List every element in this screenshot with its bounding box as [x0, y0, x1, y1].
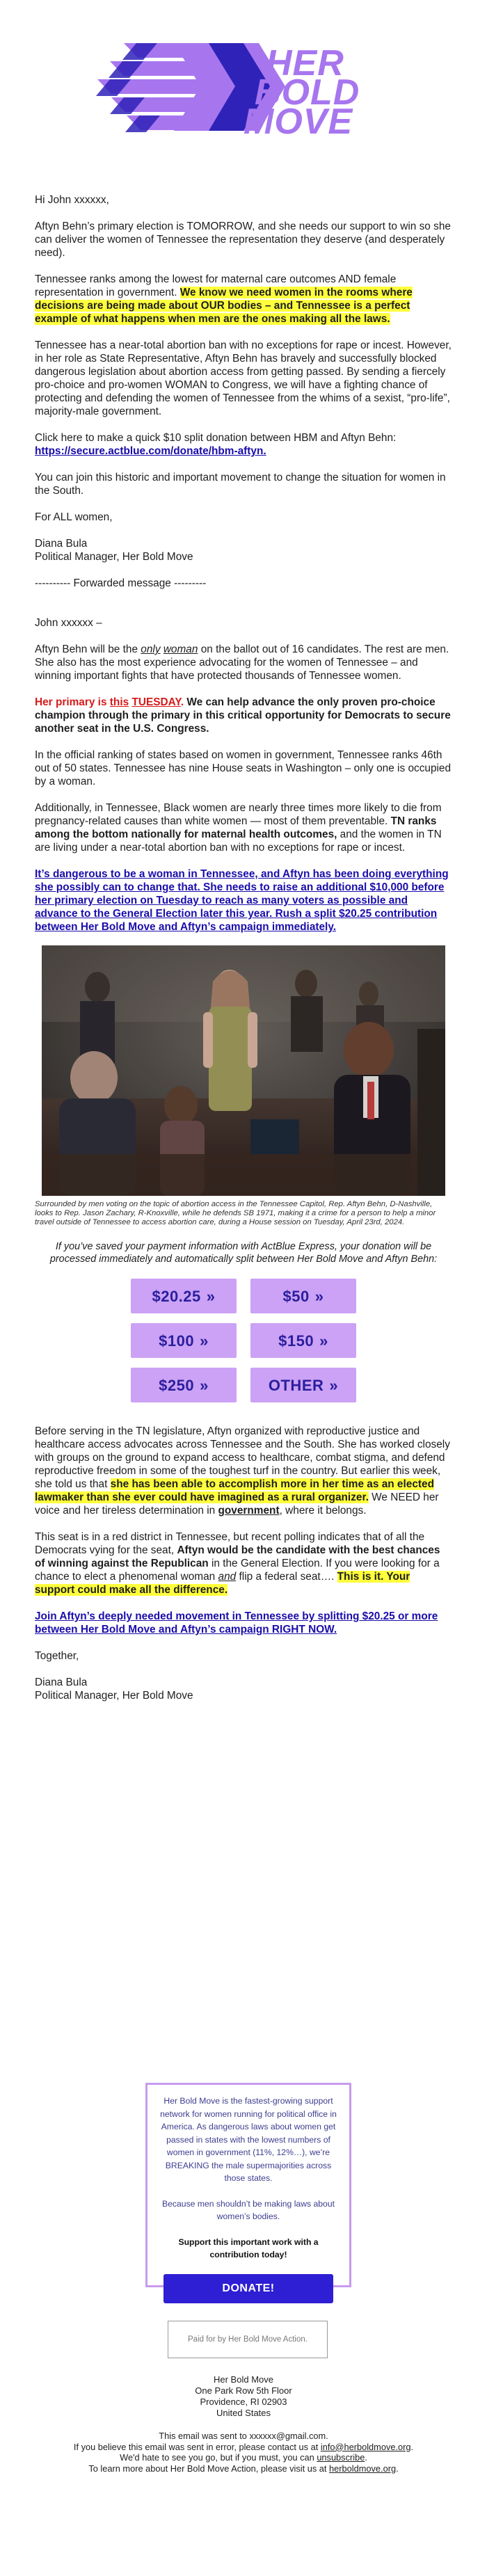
- donate-2025-label: $20.25: [152, 1287, 201, 1305]
- donate-100-label: $100: [159, 1331, 195, 1350]
- primary-bold-text: We can help advance the only proven pro-choice champion through the primary in this critical opportunity for Democrats to secure another seat in the U.S. Congress.: [35, 696, 451, 735]
- paragraph-join-movement: You can join this historic and important movement to change the situation for women in the South.: [35, 472, 446, 497]
- red-district-highlight: This is it. Your support could make all the difference.: [35, 1571, 410, 1596]
- paragraph-primary-tuesday: [35, 696, 452, 735]
- paragraph-black-women: [35, 801, 452, 854]
- email-body: [35, 193, 452, 1715]
- logo-graphic: [0, 0, 487, 167]
- and-emphasis: and: [218, 1571, 237, 1583]
- signoff-for-all-women: For ALL women,: [35, 511, 113, 523]
- actblue-express-note: If you’ve saved your payment information with ActBlue Express, your donation will be processed immediately and automatically split between Her Bold Move and Aftyn Behn:: [49, 1241, 438, 1265]
- signature-name: Diana Bula: [35, 538, 88, 550]
- photo-image: [42, 945, 445, 1196]
- donate-50-button[interactable]: [250, 1279, 356, 1313]
- join-aftyn-donate-link[interactable]: Join Aftyn’s deeply needed movement in Tennessee by splitting $20.25 or more between Her Bold Move and Aftyn’s campaign RIGHT NOW.: [35, 1610, 438, 1635]
- unsubscribe-link[interactable]: unsubscribe: [317, 2452, 365, 2463]
- paragraph-join-link-wrap: [35, 1610, 452, 1636]
- double-chevron-right-icon: »: [200, 1376, 209, 1394]
- paid-for-text: Paid for by Her Bold Move Action.: [188, 2335, 308, 2344]
- signoff-together: Together,: [35, 1650, 79, 1662]
- black-women-bold: TN ranks among the bottom nationally for maternal health outcomes,: [35, 815, 437, 840]
- black-women-text-b: and the women in TN are living under a near-total abortion ban with no exceptions for rape or incest.: [35, 829, 442, 854]
- maternal-care-text: Tennessee ranks among the lowest for maternal care outcomes AND female representation in government.: [35, 273, 397, 298]
- unsubscribe-line: [0, 2452, 487, 2463]
- photo-caption: Surrounded by men voting on the topic of abortion access in the Tennessee Capitol, Rep. Aftyn Behn, D-Nashville, looks to Rep. Jason Zachary, R-Knoxville, while he defends SB 1971, making it a crime for a person to help a minor travel outside of Tennessee to access abortion care, during a House session on Tuesday, April 23rd, 2024.: [35, 1200, 436, 1226]
- about-text: Her Bold Move is the fastest-growing support network for women running for political office in America. As dangerous laws about women get passed in states with the lowest numbers of women in government (11%, 12%…), we’re BREAKING the male supermajorities across those states.: [160, 2096, 337, 2183]
- error-text: If you believe this email was sent in error, please contact us at: [73, 2441, 321, 2452]
- donate-150-label: $150: [278, 1331, 314, 1350]
- paragraph-abortion-ban: Tennessee has a near-total abortion ban with no exceptions for rape or incest. However, in her role as State Representative, Aftyn Behn has bravely and successfully blocked dangerous legislation about abortion access from getting passed. By sending a fiercely pro-choice and pro-women WOMAN to Congress, we will have a fighting chance of protecting and defending the women of Tennessee from the whims of a sexist, “pro-life”, majority-male government.: [35, 339, 452, 417]
- support-text: Support this important work with a contribution today!: [178, 2237, 319, 2259]
- before-serving-highlight: she has been able to accomplish more in her time as an elected lawmaker than she ever could have imagined as a rural organizer.: [35, 1478, 434, 1503]
- about-her-bold-move-box: [145, 2083, 351, 2294]
- primary-red-this: this: [109, 696, 129, 708]
- signature-title: Political Manager, Her Bold Move: [35, 551, 193, 563]
- forwarded-message-divider: ---------- Forwarded message ---------: [35, 577, 207, 589]
- signature-title-2: Political Manager, Her Bold Move: [35, 1690, 193, 1702]
- unsubscribe-period: .: [365, 2452, 367, 2463]
- only-woman-text-a: Aftyn Behn will be the: [35, 643, 141, 655]
- donate-50-label: $50: [282, 1287, 310, 1305]
- address-city: Providence, RI 02903: [200, 2397, 287, 2407]
- maternal-care-highlight: We know we need women in the rooms where decisions are being made about OUR bodies – and Tennessee is a perfect example of what happens when men are the ones making all the laws.: [35, 287, 413, 325]
- footer-donate-button[interactable]: DONATE!: [163, 2274, 333, 2303]
- learn-more-text: To learn more about Her Bold Move Action, please visit us at: [88, 2463, 330, 2474]
- address-street: One Park Row 5th Floor: [195, 2385, 292, 2396]
- double-chevron-right-icon: »: [329, 1376, 339, 1394]
- government-emphasis: government: [218, 1505, 280, 1517]
- actblue-split-link[interactable]: https://secure.actblue.com/donate/hbm-aftyn.: [35, 445, 266, 457]
- click-here-text: Click here to make a quick $10 split donation between HBM and Aftyn Behn:: [35, 432, 397, 444]
- paragraph-before-serving: [35, 1425, 452, 1517]
- because-text: Because men shouldn’t be making laws about women’s bodies.: [162, 2198, 335, 2221]
- sent-to-notice: This email was sent to xxxxxx@gmail.com.: [159, 2431, 328, 2441]
- red-district-text-a: This seat is in a red district in Tennessee, but recent polling indicates that of all the Democrats vying for the seat,: [35, 1531, 425, 1556]
- double-chevron-right-icon: »: [319, 1331, 328, 1350]
- primary-red-tuesday: TUESDAY: [131, 696, 181, 708]
- signature-name-2: Diana Bula: [35, 1677, 88, 1688]
- info-email-link[interactable]: info@herboldmove.org: [320, 2441, 411, 2452]
- address-org-name: Her Bold Move: [214, 2374, 273, 2385]
- greeting: Hi John xxxxxx,: [35, 194, 109, 206]
- red-district-text-c: flip a federal seat….: [236, 1571, 337, 1583]
- donate-other-label: OTHER: [268, 1376, 324, 1394]
- mailing-address: [0, 2374, 487, 2419]
- only-emphasis: only: [141, 643, 161, 655]
- donation-amount-buttons: [131, 1279, 356, 1402]
- paragraph-click-here: [35, 431, 452, 458]
- paragraph-red-district: [35, 1530, 452, 1597]
- unsubscribe-text: We'd hate to see you go, but if you must, you can: [120, 2452, 317, 2463]
- capitol-session-photo: [42, 945, 445, 1196]
- before-serving-text-a: Before serving in the TN legislature, Aftyn organized with reproductive justice and healthcare access advocates across Tennessee and the South. She has worked closely with groups on the ground to expand access to healthcare, combat stigma, and defend reproductive freedom in some of the toughest turf in the country. But earlier this week, she told us that: [35, 1425, 450, 1490]
- red-district-bold: Aftyn would be the candidate with the best chances of winning against the Republican: [35, 1544, 440, 1569]
- logo-line-bold: BOLD: [255, 72, 360, 113]
- woman-emphasis: woman: [163, 643, 198, 655]
- primary-red-period: .: [180, 696, 184, 708]
- website-link[interactable]: herboldmove.org: [329, 2463, 397, 2474]
- error-contact-line: [0, 2442, 487, 2453]
- double-chevron-right-icon: »: [206, 1287, 216, 1305]
- learn-more-line: [0, 2463, 487, 2474]
- double-chevron-right-icon: »: [200, 1331, 209, 1350]
- logo-line-her: HER: [266, 43, 344, 83]
- error-period: .: [410, 2441, 414, 2452]
- paragraph-dangerous-link-wrap: [35, 867, 452, 934]
- only-woman-text-c: on the ballot out of 16 candidates. The rest are men. She also has the most experience advocating for the women of Tennessee – and winning important fights that have protected thousands of Tennessee women.: [35, 643, 449, 682]
- donate-250-label: $250: [159, 1376, 195, 1394]
- donate-100-button[interactable]: [131, 1323, 237, 1358]
- forwarded-greeting: John xxxxxx –: [35, 617, 102, 629]
- red-district-text-b: in the General Election. If you were looking for a chance to elect a phenomenal woman: [35, 1558, 440, 1583]
- paid-for-disclaimer: [168, 2321, 328, 2358]
- logo-line-move: MOVE: [244, 102, 353, 142]
- paragraph-primary-tomorrow: Aftyn Behn’s primary election is TOMORROW, and she needs our support to win so she can deliver the women of Tennessee the representation they deserve (and desperately need).: [35, 221, 451, 259]
- paragraph-maternal-care: [35, 273, 452, 326]
- primary-red-a: Her primary is: [35, 696, 110, 708]
- black-women-text-a: Additionally, in Tennessee, Black women are nearly three times more likely to die from pregnancy-related causes than white women — most of them preventable.: [35, 802, 442, 827]
- her-bold-move-logo[interactable]: [0, 0, 487, 167]
- address-country: United States: [216, 2408, 271, 2418]
- double-chevron-right-icon: »: [314, 1287, 324, 1305]
- before-serving-text-c: , where it belongs.: [279, 1505, 367, 1517]
- paragraph-official-ranking: In the official ranking of states based on women in government, Tennessee ranks 46th out of 50 states. Tennessee has nine House seats in Washington – only one is occupied by a woman.: [35, 749, 452, 787]
- donate-250-button[interactable]: [131, 1368, 237, 1402]
- donate-other-button[interactable]: [250, 1368, 356, 1402]
- before-serving-text-b: We NEED her voice and her tireless determination in: [35, 1491, 439, 1517]
- paragraph-only-woman: [35, 643, 452, 682]
- dangerous-donate-link[interactable]: It’s dangerous to be a woman in Tennessee, and Aftyn has been doing everything she possibly can to change that. She needs to raise an additional $10,000 before her primary election on Tuesday to reach as many voters as possible and advance to the General Election later this year. Rush a split $20.25 contribution between Her Bold Move and Aftyn’s campaign immediately.: [35, 868, 449, 933]
- learn-more-period: .: [396, 2463, 399, 2474]
- legal-footer: [0, 2431, 487, 2474]
- donate-150-button[interactable]: [250, 1323, 356, 1358]
- donate-2025-button[interactable]: [131, 1279, 237, 1313]
